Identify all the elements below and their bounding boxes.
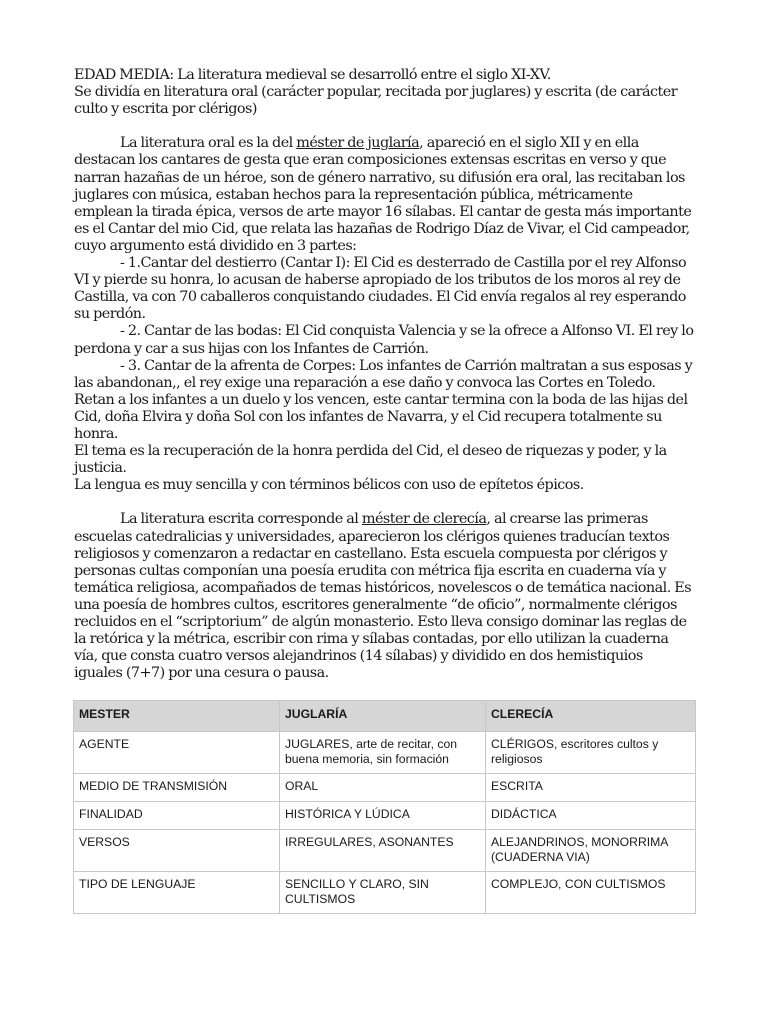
term-mester-clerecia: méster de clerecía	[361, 511, 487, 528]
header-cell: CLERECÍA	[486, 701, 696, 732]
table-row	[74, 872, 696, 914]
table-row	[74, 802, 696, 830]
table-cell: TIPO DE LENGUAJE	[74, 872, 280, 914]
table-cell: AGENTE	[74, 732, 280, 774]
table-cell: HISTÓRICA Y LÚDICA	[280, 802, 486, 830]
written-paragraph: La literatura escrita corresponde al méster de clerecía, al crearse las primeras escuelas catedralicias y universidades, aparecieron los clérigos quienes traducían textos religiosos y comenzaron a redactar en castellano. Esta escuela compuesta por clérigos y personas cultas componían una poesía erudita con métrica fija escrita en cuaderna vía y temática religiosa, acompañados de temas históricos, novelescos o de temática nacional. Es una poesía de hombres cultos, escritores generalmente “de oficio”, normalmente clérigos recluidos en el “scriptorium” de algún monasterio. Esto lleva consigo dominar las reglas de la retórica y la métrica, escribir con rima y sílabas contadas, por ello utilizan la cuaderna vía, que consta cuatro versos alejandrinos (14 sílabas) y dividido en dos hemistiquios iguales (7+7) por una cesura o pausa.	[74, 511, 692, 682]
cantar-part: - 3. Cantar de la afrenta de Corpes: Los infantes de Carrión maltratan a sus esposas y las abandonan,, el rey exige una reparación a ese daño y convoca las Cortes en Toledo. Retan a los infantes a un duelo y los vencen, este cantar termina con la boda de las hijas del Cid, doña Elvira y doña Sol con los infantes de Navarra, y el Cid recupera totalmente su honra.	[74, 357, 693, 442]
table-row	[74, 830, 696, 872]
table-cell: COMPLEJO, CON CULTISMOS	[486, 872, 696, 914]
header-cell: JUGLARÍA	[280, 701, 486, 732]
table-header-row	[74, 701, 696, 732]
cantar-part: - 1.Cantar del destierro (Cantar I): El Cid es desterrado de Castilla por el rey Alfonso VI y pierde su honra, lo acusan de haberse apropiado de los tributos de los moros al rey de Castilla, va con 70 caballeros conquistando ciudades. El Cid envía regalos al rey esperando su perdón.	[74, 255, 687, 323]
table-cell: SENCILLO Y CLARO, SIN CULTISMOS	[280, 872, 486, 914]
table-cell: FINALIDAD	[74, 802, 280, 830]
table-cell: ESCRITA	[486, 774, 696, 802]
table-cell: ALEJANDRINOS, MONORRIMA (CUADERNA VIA)	[486, 830, 696, 872]
table-cell: MEDIO DE TRANSMISIÓN	[74, 774, 280, 802]
table-cell: DIDÁCTICA	[486, 802, 696, 830]
comparison-table	[73, 700, 696, 914]
intro-line: Se dividía en literatura oral (carácter popular, recitada por juglares) y escrita (de carácter culto y escrita por clérigos)	[74, 84, 678, 118]
table-row	[74, 774, 696, 802]
intro-line: EDAD MEDIA: La literatura medieval se desarrolló entre el siglo XI-XV.	[74, 67, 551, 83]
table-row	[74, 732, 696, 774]
oral-paragraph: La literatura oral es la del méster de juglaría, apareció en el siglo XII y en ella destacan los cantares de gesta que eran composiciones extensas escritas en verso y que narran hazañas de un héroe, son de género narrativo, su difusión era oral, las recitaban los juglares con música, estaban hechos para la representación pública, métricamente emplean la tirada épica, versos de arte mayor 16 sílabas. El cantar de gesta más importante es el Cantar del mio Cid, que relata las hazañas de Rodrigo Díaz de Vivar, el Cid campeador, cuyo argumento está dividido en 3 partes:	[74, 135, 692, 254]
table-cell: IRREGULARES, ASONANTES	[280, 830, 486, 872]
language-paragraph: La lengua es muy sencilla y con términos bélicos con uso de epítetos épicos.	[74, 477, 584, 494]
table-cell: ORAL	[280, 774, 486, 802]
table-cell: JUGLARES, arte de recitar, con buena memoria, sin formación	[280, 732, 486, 774]
table-cell: CLÉRIGOS, escritores cultos y religiosos	[486, 732, 696, 774]
document-body	[74, 67, 694, 682]
header-cell: MESTER	[74, 701, 280, 732]
table-cell: VERSOS	[74, 830, 280, 872]
term-mester-juglaria: méster de juglaría	[296, 135, 420, 152]
cantar-part: - 2. Cantar de las bodas: El Cid conquista Valencia y se la ofrece a Alfonso VI. El rey lo perdona y car a sus hijas con los Infantes de Carrión.	[74, 323, 694, 357]
theme-paragraph: El tema es la recuperación de la honra perdida del Cid, el deseo de riquezas y poder, y la justicia.	[74, 443, 667, 477]
